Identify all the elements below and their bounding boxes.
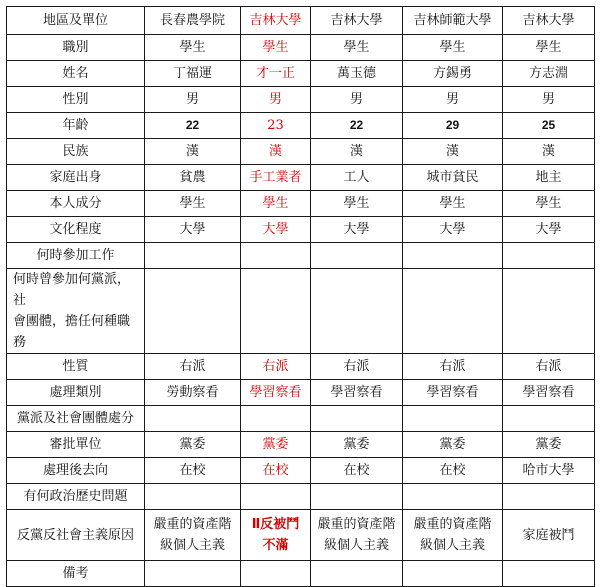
cell: 貧農 — [145, 165, 241, 191]
row-label: 家庭出身 — [7, 165, 145, 191]
row-label: 性質 — [7, 354, 145, 380]
cell — [241, 243, 311, 269]
cell-line: 級個人主義 — [323, 538, 389, 553]
cell: 學生 — [503, 35, 595, 61]
cell: 男 — [145, 87, 241, 113]
cell: 22 — [311, 113, 403, 139]
cell: 在校 — [311, 458, 403, 484]
cell — [145, 269, 241, 354]
cell: 漢 — [311, 139, 403, 165]
cell — [241, 510, 311, 561]
cell: 漢 — [145, 139, 241, 165]
cell: 學習察看 — [403, 380, 503, 406]
cell: 男 — [311, 87, 403, 113]
cell: 才一正 — [241, 61, 311, 87]
cell: 學生 — [503, 191, 595, 217]
row-family-origin — [7, 165, 595, 191]
cell: 在校 — [241, 458, 311, 484]
header-col-1: 長春農學院 — [145, 7, 241, 35]
cell: 29 — [403, 113, 503, 139]
cell: 男 — [241, 87, 311, 113]
cell: 右派 — [503, 354, 595, 380]
row-label: 年齡 — [7, 113, 145, 139]
cell: 學生 — [311, 191, 403, 217]
cell: 黨委 — [403, 432, 503, 458]
record-table — [6, 6, 595, 587]
cell: 黨委 — [145, 432, 241, 458]
row-label: 性別 — [7, 87, 145, 113]
cell — [311, 561, 403, 587]
row-label: 何時參加工作 — [7, 243, 145, 269]
cell — [403, 510, 503, 561]
header-row — [7, 7, 595, 35]
cell-line: 嚴重的資產階 — [413, 517, 492, 532]
cell: 丁福運 — [145, 61, 241, 87]
cell: 在校 — [145, 458, 241, 484]
cell: 漢 — [241, 139, 311, 165]
cell: 學習察看 — [241, 380, 311, 406]
cell: 手工業者 — [241, 165, 311, 191]
cell: 學習察看 — [503, 380, 595, 406]
cell: 在校 — [403, 458, 503, 484]
row-remarks — [7, 561, 595, 587]
row-label: 備考 — [7, 561, 145, 587]
row-label: 職別 — [7, 35, 145, 61]
row-position — [7, 35, 595, 61]
row-label: 文化程度 — [7, 217, 145, 243]
cell: 學生 — [145, 191, 241, 217]
row-label: 處理後去向 — [7, 458, 145, 484]
cell: 萬玉德 — [311, 61, 403, 87]
row-reason — [7, 510, 595, 561]
cell: 漢 — [403, 139, 503, 165]
cell: 右派 — [311, 354, 403, 380]
cell — [403, 484, 503, 510]
cell: 23 — [241, 113, 311, 139]
header-col-5: 吉林大學 — [503, 7, 595, 35]
row-label: 民族 — [7, 139, 145, 165]
cell: 男 — [403, 87, 503, 113]
cell — [403, 406, 503, 432]
cell: 大學 — [403, 217, 503, 243]
row-party-discipline — [7, 406, 595, 432]
cell: 工人 — [311, 165, 403, 191]
row-work-start — [7, 243, 595, 269]
cell: 學習察看 — [311, 380, 403, 406]
cell — [503, 561, 595, 587]
row-label: 審批單位 — [7, 432, 145, 458]
row-personal-status — [7, 191, 595, 217]
cell — [311, 269, 403, 354]
cell-line: 級個人主義 — [159, 538, 225, 553]
row-label-line: 何時曾參加何黨派，社 — [13, 272, 131, 308]
cell: 22 — [145, 113, 241, 139]
header-label: 地區及單位 — [7, 7, 145, 35]
row-label: 處理類別 — [7, 380, 145, 406]
cell — [241, 269, 311, 354]
cell — [403, 269, 503, 354]
cell: 黨委 — [503, 432, 595, 458]
cell: 學生 — [145, 35, 241, 61]
row-nature — [7, 354, 595, 380]
row-gender — [7, 87, 595, 113]
cell — [503, 510, 595, 561]
cell-line: 嚴重的資產階 — [317, 517, 396, 532]
cell-line: 嚴重的資產階 — [153, 517, 232, 532]
cell-line: 級個人主義 — [419, 538, 485, 553]
row-label: 本人成分 — [7, 191, 145, 217]
cell — [311, 406, 403, 432]
cell — [311, 484, 403, 510]
cell: 城市貧民 — [403, 165, 503, 191]
cell-line: 不滿 — [262, 538, 289, 553]
cell — [503, 243, 595, 269]
row-history — [7, 484, 595, 510]
cell: 大學 — [145, 217, 241, 243]
row-handling — [7, 380, 595, 406]
cell — [503, 406, 595, 432]
cell: 方志淵 — [503, 61, 595, 87]
row-label: 黨派及社會團體處分 — [7, 406, 145, 432]
row-label: 反黨反社會主義原因 — [7, 510, 145, 561]
cell — [241, 561, 311, 587]
cell: 學生 — [241, 191, 311, 217]
cell: 25 — [503, 113, 595, 139]
cell — [145, 243, 241, 269]
row-party-affiliation — [7, 269, 595, 354]
cell — [145, 484, 241, 510]
cell: 方錫勇 — [403, 61, 503, 87]
row-age — [7, 113, 595, 139]
row-education — [7, 217, 595, 243]
cell: 大學 — [311, 217, 403, 243]
cell — [503, 484, 595, 510]
cell: 學生 — [403, 191, 503, 217]
row-label: 有何政治歷史問題 — [7, 484, 145, 510]
row-name — [7, 61, 595, 87]
cell: 地主 — [503, 165, 595, 191]
cell: 黨委 — [241, 432, 311, 458]
cell — [145, 561, 241, 587]
cell: 大學 — [503, 217, 595, 243]
cell: 學生 — [311, 35, 403, 61]
cell: 男 — [503, 87, 595, 113]
cell: 學生 — [403, 35, 503, 61]
cell — [403, 243, 503, 269]
row-label: 姓名 — [7, 61, 145, 87]
cell — [403, 561, 503, 587]
cell: 哈市大學 — [503, 458, 595, 484]
header-col-3: 吉林大學 — [311, 7, 403, 35]
row-label-line: 會團體，擔任何種職務 — [13, 314, 131, 350]
cell — [145, 406, 241, 432]
cell-line: Ⅱ反被鬥 — [251, 517, 300, 532]
cell: 右派 — [403, 354, 503, 380]
header-col-2: 吉林大學 — [241, 7, 311, 35]
row-ethnicity — [7, 139, 595, 165]
cell: 右派 — [241, 354, 311, 380]
cell — [241, 406, 311, 432]
cell — [241, 484, 311, 510]
cell — [145, 510, 241, 561]
cell: 漢 — [503, 139, 595, 165]
row-label — [7, 269, 145, 354]
cell: 黨委 — [311, 432, 403, 458]
row-approval — [7, 432, 595, 458]
cell: 勞動察看 — [145, 380, 241, 406]
cell-line: 家庭被鬥 — [522, 527, 575, 543]
header-col-4: 吉林師範大學 — [403, 7, 503, 35]
cell: 大學 — [241, 217, 311, 243]
cell: 右派 — [145, 354, 241, 380]
cell — [311, 510, 403, 561]
row-whereabouts — [7, 458, 595, 484]
cell — [503, 269, 595, 354]
cell: 學生 — [241, 35, 311, 61]
cell — [311, 243, 403, 269]
